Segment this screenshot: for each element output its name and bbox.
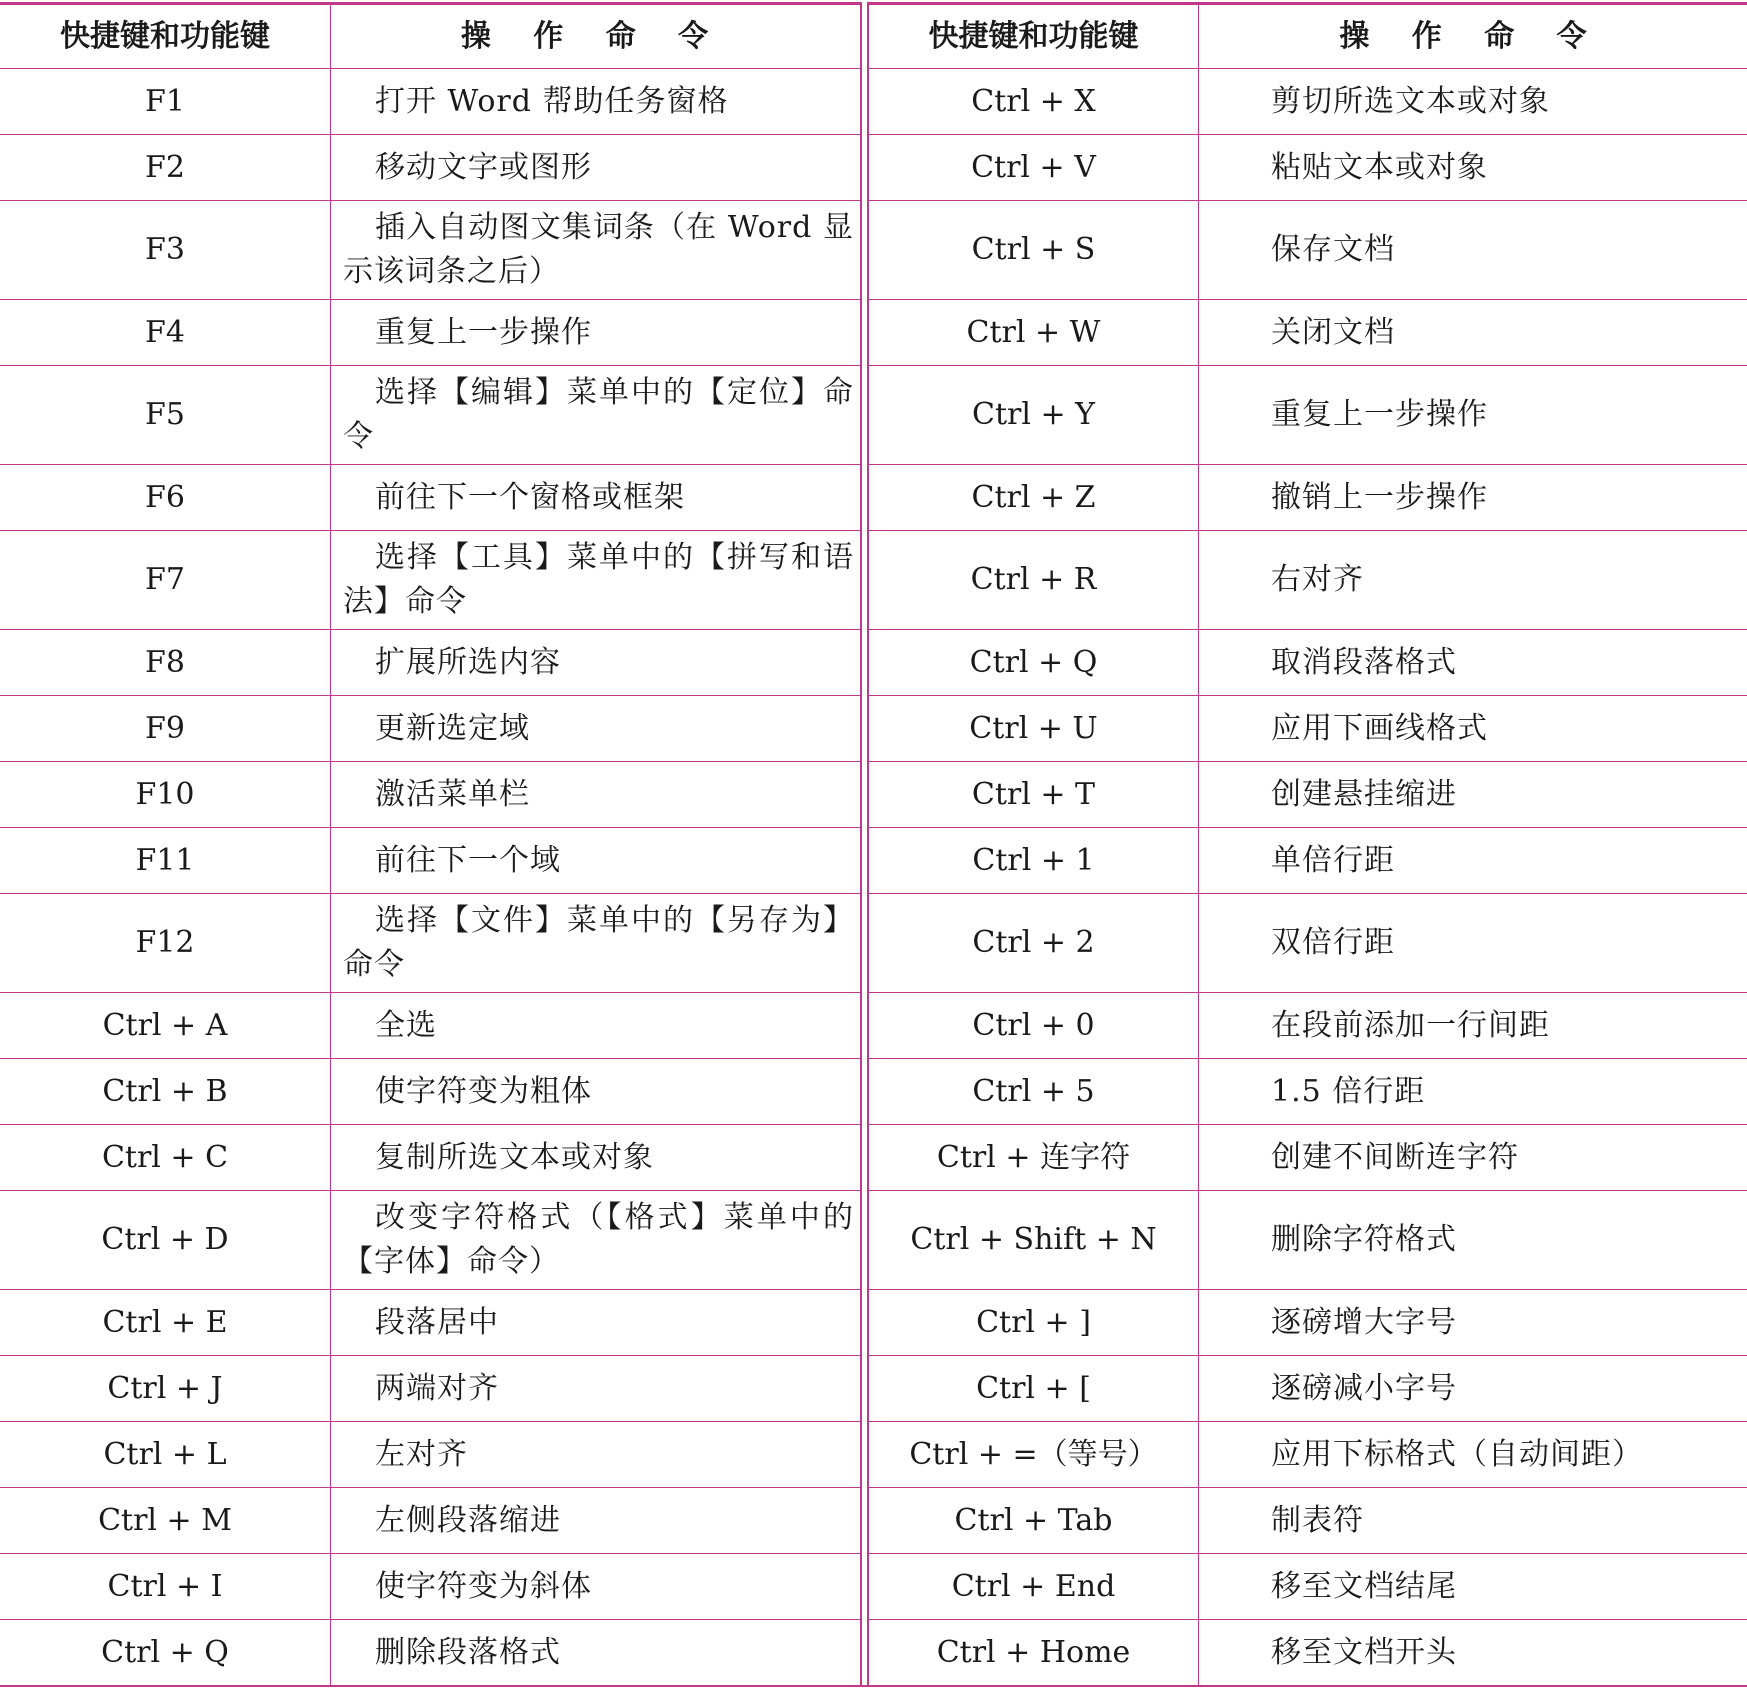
- left-command-cell: [331, 827, 860, 893]
- left-shortcut-key-cell: Ctrl + M: [0, 1487, 331, 1553]
- left-shortcut-key-cell: F7: [0, 530, 331, 629]
- right-command-text: 重复上一步操作: [1271, 397, 1488, 432]
- right-command-text: 保存文档: [1271, 232, 1395, 267]
- left-shortcut-key-cell: F9: [0, 695, 331, 761]
- left-shortcut-key-cell: Ctrl + I: [0, 1553, 331, 1619]
- right-shortcut-key-cell: Ctrl + U: [869, 695, 1199, 761]
- left-shortcut-key-cell: F4: [0, 299, 331, 365]
- right-command-cell: [1199, 365, 1747, 464]
- right-shortcut-key-cell: Ctrl + 连字符: [869, 1124, 1199, 1190]
- right-shortcut-key-cell: Ctrl + Z: [869, 464, 1199, 530]
- right-command-cell: [1199, 299, 1747, 365]
- header-right-command: 操 作 命 令: [1199, 2, 1747, 68]
- table-right-half: [867, 2, 1747, 1685]
- right-command-cell: [1199, 1124, 1747, 1190]
- right-command-text: 移至文档开头: [1271, 1634, 1457, 1670]
- left-command-cell: [331, 200, 860, 299]
- right-shortcut-key-cell: Ctrl + V: [869, 134, 1199, 200]
- right-shortcut-key-cell: Ctrl + Home: [869, 1619, 1199, 1685]
- right-command-cell: [1199, 893, 1747, 992]
- left-command-text: 激活菜单栏: [375, 776, 530, 812]
- right-shortcut-key-cell: Ctrl + [: [869, 1355, 1199, 1421]
- right-command-text: 剪切所选文本或对象: [1271, 83, 1550, 119]
- left-shortcut-key-cell: Ctrl + J: [0, 1355, 331, 1421]
- right-command-cell: [1199, 1355, 1747, 1421]
- left-command-text: 使字符变为粗体: [375, 1073, 592, 1109]
- right-command-cell: [1199, 629, 1747, 695]
- left-shortcut-key-cell: Ctrl + L: [0, 1421, 331, 1487]
- left-command-cell: [331, 464, 860, 530]
- right-shortcut-key-cell: Ctrl + R: [869, 530, 1199, 629]
- left-command-cell: [331, 1124, 860, 1190]
- table-left-half: [0, 2, 862, 1685]
- right-command-cell: [1199, 1058, 1747, 1124]
- right-shortcut-key-cell: Ctrl + S: [869, 200, 1199, 299]
- right-command-text: 逐磅增大字号: [1271, 1304, 1457, 1340]
- right-shortcut-key-cell: Ctrl + =（等号）: [869, 1421, 1199, 1487]
- left-command-cell: [331, 1487, 860, 1553]
- right-shortcut-key-cell: Ctrl + Y: [869, 365, 1199, 464]
- left-command-cell: [331, 695, 860, 761]
- left-command-cell: [331, 299, 860, 365]
- left-command-cell: [331, 365, 860, 464]
- right-command-cell: [1199, 68, 1747, 134]
- right-command-text: 制表符: [1271, 1502, 1364, 1538]
- right-command-text: 删除字符格式: [1271, 1222, 1457, 1257]
- left-command-cell: [331, 1355, 860, 1421]
- right-command-cell: [1199, 992, 1747, 1058]
- header-right-key: 快捷键和功能键: [869, 2, 1199, 68]
- left-command-cell: [331, 992, 860, 1058]
- left-shortcut-key-cell: F5: [0, 365, 331, 464]
- right-command-cell: [1199, 1190, 1747, 1289]
- right-shortcut-key-cell: Ctrl + Q: [869, 629, 1199, 695]
- left-command-cell: [331, 1190, 860, 1289]
- right-command-text: 应用下标格式（自动间距）: [1271, 1436, 1643, 1472]
- right-shortcut-key-cell: Ctrl + 2: [869, 893, 1199, 992]
- right-command-text: 关闭文档: [1271, 314, 1395, 350]
- right-command-text: 移至文档结尾: [1271, 1568, 1457, 1604]
- right-command-text: 1.5 倍行距: [1271, 1073, 1426, 1109]
- left-command-cell: [331, 1289, 860, 1355]
- table-bottom-border: [0, 1685, 1747, 1687]
- right-shortcut-key-cell: Ctrl + 0: [869, 992, 1199, 1058]
- left-shortcut-key-cell: Ctrl + Q: [0, 1619, 331, 1685]
- right-command-text: 双倍行距: [1271, 925, 1395, 960]
- left-command-cell: [331, 68, 860, 134]
- right-command-cell: [1199, 695, 1747, 761]
- left-shortcut-key-cell: F1: [0, 68, 331, 134]
- left-command-text: 使字符变为斜体: [375, 1568, 592, 1604]
- right-command-text: 应用下画线格式: [1271, 710, 1488, 746]
- left-command-text: 前往下一个窗格或框架: [375, 479, 685, 515]
- left-shortcut-key-cell: Ctrl + B: [0, 1058, 331, 1124]
- left-command-text: 两端对齐: [375, 1370, 499, 1406]
- left-shortcut-key-cell: F6: [0, 464, 331, 530]
- left-command-text: 移动文字或图形: [375, 149, 592, 185]
- left-command-text: 删除段落格式: [375, 1634, 561, 1670]
- left-shortcut-key-cell: F8: [0, 629, 331, 695]
- left-command-text: 左对齐: [375, 1436, 468, 1472]
- right-command-cell: [1199, 200, 1747, 299]
- right-shortcut-key-cell: Ctrl + 5: [869, 1058, 1199, 1124]
- right-command-cell: [1199, 134, 1747, 200]
- left-shortcut-key-cell: F10: [0, 761, 331, 827]
- right-command-text: 在段前添加一行间距: [1271, 1007, 1550, 1043]
- left-command-cell: [331, 1553, 860, 1619]
- right-command-text: 撤销上一步操作: [1271, 479, 1488, 515]
- right-command-cell: [1199, 1487, 1747, 1553]
- left-command-text: 选择【文件】菜单中的【另存为】命令: [343, 903, 854, 982]
- right-command-text: 创建悬挂缩进: [1271, 776, 1457, 812]
- right-command-text: 取消段落格式: [1271, 644, 1457, 680]
- left-command-cell: [331, 629, 860, 695]
- right-command-text: 右对齐: [1271, 562, 1364, 597]
- left-command-text: 前往下一个域: [375, 842, 561, 878]
- right-shortcut-key-cell: Ctrl + X: [869, 68, 1199, 134]
- left-command-cell: [331, 1421, 860, 1487]
- left-command-cell: [331, 134, 860, 200]
- right-command-text: 单倍行距: [1271, 842, 1395, 878]
- left-shortcut-key-cell: F11: [0, 827, 331, 893]
- right-shortcut-key-cell: Ctrl + 1: [869, 827, 1199, 893]
- left-command-text: 更新选定域: [375, 710, 530, 746]
- left-command-text: 重复上一步操作: [375, 314, 592, 350]
- left-shortcut-key-cell: Ctrl + E: [0, 1289, 331, 1355]
- left-command-text: 扩展所选内容: [375, 644, 561, 680]
- left-command-cell: [331, 1058, 860, 1124]
- left-command-cell: [331, 761, 860, 827]
- right-command-cell: [1199, 1421, 1747, 1487]
- left-shortcut-key-cell: F3: [0, 200, 331, 299]
- left-command-text: 选择【编辑】菜单中的【定位】命令: [343, 375, 854, 454]
- right-shortcut-key-cell: Ctrl + T: [869, 761, 1199, 827]
- right-shortcut-key-cell: Ctrl + Tab: [869, 1487, 1199, 1553]
- left-shortcut-key-cell: F12: [0, 893, 331, 992]
- right-command-cell: [1199, 1619, 1747, 1685]
- left-shortcut-key-cell: Ctrl + C: [0, 1124, 331, 1190]
- left-command-text: 复制所选文本或对象: [375, 1139, 654, 1175]
- right-shortcut-key-cell: Ctrl + ]: [869, 1289, 1199, 1355]
- left-command-text: 插入自动图文集词条（在 Word 显示该词条之后）: [343, 210, 854, 289]
- left-shortcut-key-cell: Ctrl + D: [0, 1190, 331, 1289]
- left-command-text: 左侧段落缩进: [375, 1502, 561, 1538]
- right-shortcut-key-cell: Ctrl + W: [869, 299, 1199, 365]
- right-command-cell: [1199, 827, 1747, 893]
- header-left-command: 操 作 命 令: [331, 2, 860, 68]
- right-shortcut-key-cell: Ctrl + Shift + N: [869, 1190, 1199, 1289]
- right-command-cell: [1199, 761, 1747, 827]
- left-command-text: 段落居中: [375, 1304, 499, 1340]
- shortcut-table: [0, 2, 1747, 1685]
- left-command-cell: [331, 1619, 860, 1685]
- right-shortcut-key-cell: Ctrl + End: [869, 1553, 1199, 1619]
- header-left-key: 快捷键和功能键: [0, 2, 331, 68]
- left-command-text: 改变字符格式（【格式】菜单中的【字体】命令）: [343, 1200, 854, 1279]
- right-command-cell: [1199, 1289, 1747, 1355]
- left-command-cell: [331, 530, 860, 629]
- left-command-cell: [331, 893, 860, 992]
- right-command-text: 创建不间断连字符: [1271, 1139, 1519, 1175]
- right-command-cell: [1199, 464, 1747, 530]
- left-command-text: 选择【工具】菜单中的【拼写和语法】命令: [343, 540, 854, 619]
- right-command-text: 粘贴文本或对象: [1271, 149, 1488, 185]
- left-shortcut-key-cell: F2: [0, 134, 331, 200]
- left-command-text: 打开 Word 帮助任务窗格: [375, 83, 729, 119]
- left-shortcut-key-cell: Ctrl + A: [0, 992, 331, 1058]
- right-command-cell: [1199, 1553, 1747, 1619]
- right-command-cell: [1199, 530, 1747, 629]
- left-command-text: 全选: [375, 1007, 437, 1043]
- right-command-text: 逐磅减小字号: [1271, 1370, 1457, 1406]
